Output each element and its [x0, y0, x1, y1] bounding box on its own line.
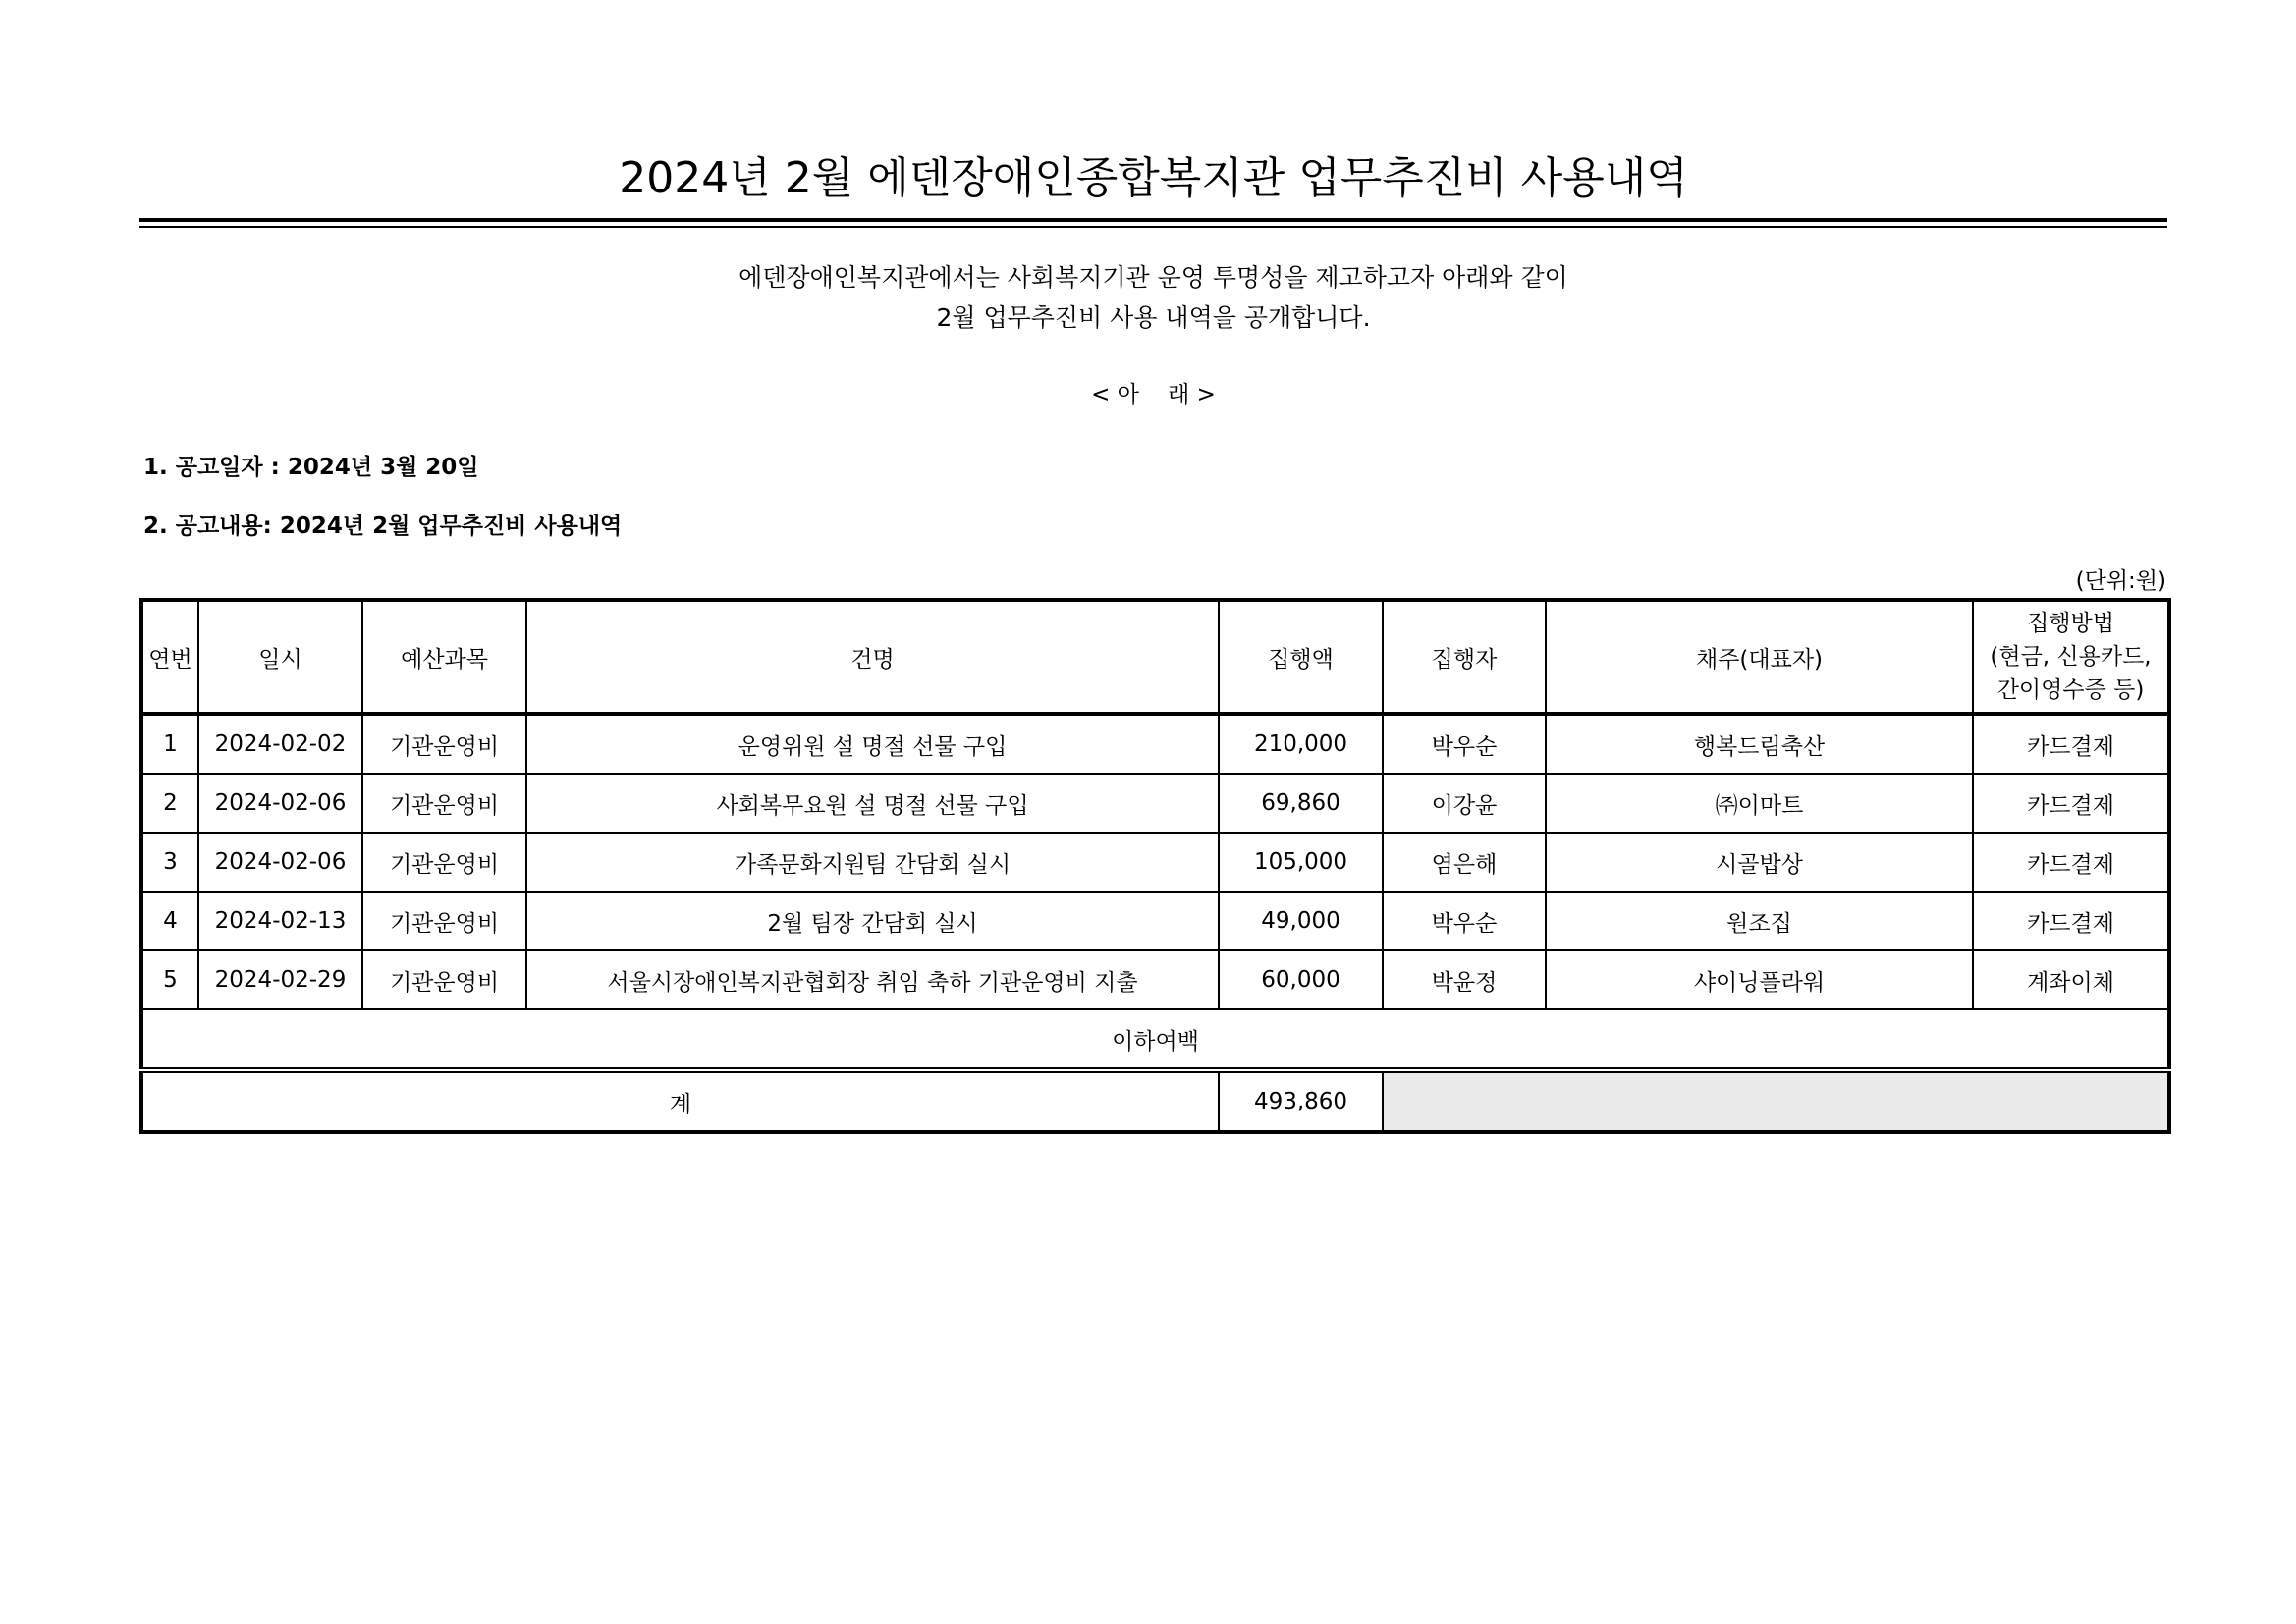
- header-no: 연번: [141, 600, 198, 714]
- cell-subject: 사회복무요원 설 명절 선물 구입: [526, 774, 1219, 833]
- cell-date: 2024-02-02: [198, 714, 362, 774]
- cell-method: 계좌이체: [1973, 950, 2169, 1009]
- header-subject: 건명: [526, 600, 1219, 714]
- cell-amount: 105,000: [1219, 833, 1383, 892]
- table-row: [141, 833, 2169, 892]
- cell-budget: 기관운영비: [362, 833, 526, 892]
- header-date: 일시: [198, 600, 362, 714]
- page-title: 2024년 2월 에덴장애인종합복지관 업무추진비 사용내역: [619, 153, 1688, 203]
- cell-no: 5: [141, 950, 198, 1009]
- header-method-line-1: 집행방법: [2027, 611, 2114, 636]
- cell-no: 3: [141, 833, 198, 892]
- cell-executor: 이강윤: [1383, 774, 1546, 833]
- cell-method: 카드결제: [1973, 892, 2169, 950]
- cell-method: 카드결제: [1973, 714, 2169, 774]
- header-amount: 집행액: [1219, 600, 1383, 714]
- cell-executor: 박윤정: [1383, 950, 1546, 1009]
- cell-budget: 기관운영비: [362, 774, 526, 833]
- title-divider: [139, 218, 2167, 222]
- cell-no: 1: [141, 714, 198, 774]
- notice-date: 1. 공고일자 : 2024년 3월 20일: [143, 455, 479, 480]
- header-method-line-2: (현금, 신용카드,: [1990, 644, 2152, 670]
- expense-table: [139, 598, 2171, 1134]
- header-executor: 집행자: [1383, 600, 1546, 714]
- cell-subject: 가족문화지원팀 간담회 실시: [526, 833, 1219, 892]
- cell-date: 2024-02-06: [198, 774, 362, 833]
- cell-creditor: ㈜이마트: [1546, 774, 1973, 833]
- cell-budget: 기관운영비: [362, 950, 526, 1009]
- total-empty-cell: [1383, 1070, 2169, 1132]
- cell-date: 2024-02-13: [198, 892, 362, 950]
- cell-budget: 기관운영비: [362, 714, 526, 774]
- intro-line-1: 에덴장애인복지관에서는 사회복지기관 운영 투명성을 제고하고자 아래와 같이: [738, 263, 1568, 292]
- intro-line-2: 2월 업무추진비 사용 내역을 공개합니다.: [936, 303, 1371, 332]
- header-budget: 예산과목: [362, 600, 526, 714]
- cell-date: 2024-02-06: [198, 833, 362, 892]
- table-row: [141, 950, 2169, 1009]
- unit-note: (단위:원): [2075, 568, 2166, 594]
- table-row: [141, 774, 2169, 833]
- blank-row: [141, 1009, 2169, 1070]
- cell-subject: 2월 팀장 간담회 실시: [526, 892, 1219, 950]
- cell-amount: 49,000: [1219, 892, 1383, 950]
- cell-amount: 60,000: [1219, 950, 1383, 1009]
- header-method-line-3: 간이영수증 등): [1996, 677, 2145, 703]
- cell-executor: 박우순: [1383, 892, 1546, 950]
- cell-creditor: 원조집: [1546, 892, 1973, 950]
- below-heading: < 아 래 >: [1091, 382, 1216, 407]
- header-method: [1973, 600, 2169, 714]
- total-row: [141, 1070, 2169, 1132]
- cell-creditor: 행복드림축산: [1546, 714, 1973, 774]
- cell-budget: 기관운영비: [362, 892, 526, 950]
- cell-creditor: 시골밥상: [1546, 833, 1973, 892]
- cell-executor: 염은해: [1383, 833, 1546, 892]
- total-label: 계: [141, 1070, 1219, 1132]
- total-amount: 493,860: [1219, 1070, 1383, 1132]
- cell-method: 카드결제: [1973, 774, 2169, 833]
- cell-executor: 박우순: [1383, 714, 1546, 774]
- cell-subject: 운영위원 설 명절 선물 구입: [526, 714, 1219, 774]
- header-creditor: 채주(대표자): [1546, 600, 1973, 714]
- blank-label: 이하여백: [141, 1009, 2169, 1070]
- cell-method: 카드결제: [1973, 833, 2169, 892]
- cell-no: 4: [141, 892, 198, 950]
- cell-no: 2: [141, 774, 198, 833]
- cell-date: 2024-02-29: [198, 950, 362, 1009]
- cell-amount: 210,000: [1219, 714, 1383, 774]
- table-row: [141, 892, 2169, 950]
- cell-creditor: 샤이닝플라워: [1546, 950, 1973, 1009]
- expense-table-wrapper: [139, 598, 2167, 1134]
- table-header-row: [141, 600, 2169, 714]
- notice-content: 2. 공고내용: 2024년 2월 업무추진비 사용내역: [143, 514, 623, 539]
- cell-subject: 서울시장애인복지관협회장 취임 축하 기관운영비 지출: [526, 950, 1219, 1009]
- cell-amount: 69,860: [1219, 774, 1383, 833]
- table-row: [141, 714, 2169, 774]
- intro-paragraph: [139, 257, 2167, 338]
- title-divider-thin: [139, 226, 2167, 228]
